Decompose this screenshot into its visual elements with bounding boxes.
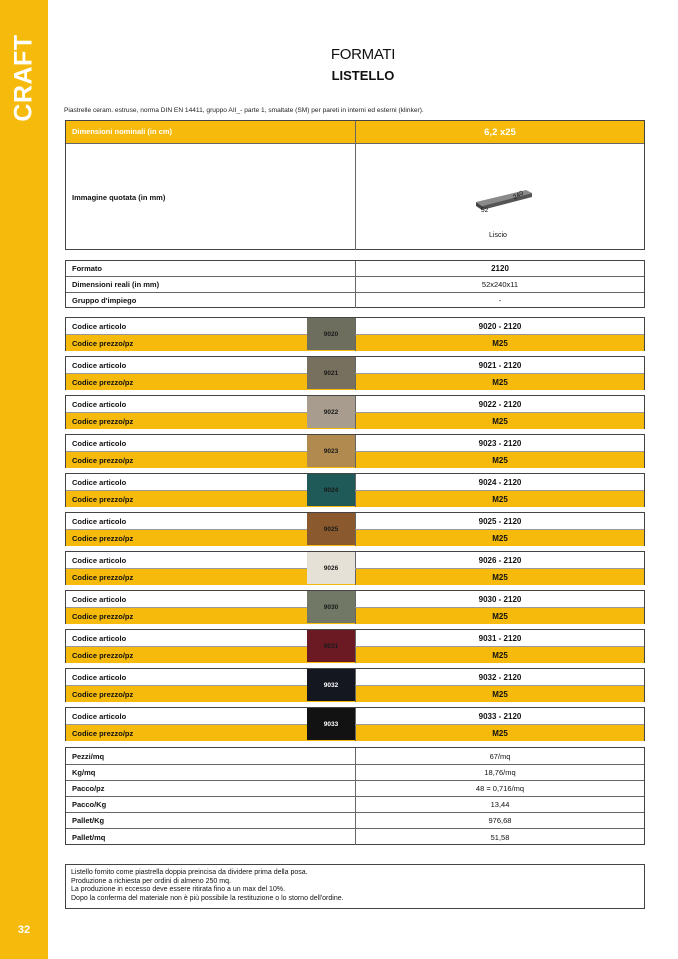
article-code-label: Codice articolo	[66, 513, 356, 529]
article-price-value: M25	[492, 494, 508, 504]
article-block	[65, 512, 645, 546]
pack-row	[66, 748, 644, 764]
article-price-label: Codice prezzo/pz	[66, 530, 356, 546]
article-price-label: Codice prezzo/pz	[66, 686, 356, 702]
article-price-value: M25	[492, 338, 508, 348]
article-price-value: M25	[492, 728, 508, 738]
tile-width-dimension: 52	[481, 207, 489, 214]
article-code-row	[66, 591, 644, 607]
article-price-row	[66, 685, 644, 702]
article-block	[65, 473, 645, 507]
dimension-value: 6,2 x25	[484, 126, 516, 138]
pack-label: Kg/mq	[66, 765, 356, 780]
article-code-row	[66, 474, 644, 490]
article-price-label: Codice prezzo/pz	[66, 725, 356, 741]
format-value: 2120	[491, 264, 509, 273]
article-code-label: Codice articolo	[66, 318, 356, 334]
article-code-label: Codice articolo	[66, 669, 356, 685]
page-number: 32	[17, 924, 31, 936]
color-swatch: 9031	[307, 630, 355, 662]
article-code-row	[66, 357, 644, 373]
article-block	[65, 356, 645, 390]
note-line: Produzione a richiesta per ordini di almeno 250 mq.	[71, 877, 231, 885]
article-price-row	[66, 490, 644, 507]
pack-row	[66, 780, 644, 796]
color-swatch: 9020	[307, 318, 355, 350]
article-block	[65, 629, 645, 663]
real-dimensions-row	[66, 276, 644, 292]
size-table	[65, 120, 645, 250]
use-group-row	[66, 292, 644, 308]
article-price-value: M25	[492, 689, 508, 699]
pack-value: 67/mq	[489, 751, 511, 761]
article-price-label: Codice prezzo/pz	[66, 647, 356, 663]
article-price-label: Codice prezzo/pz	[66, 491, 356, 507]
article-price-row	[66, 646, 644, 663]
article-price-row	[66, 412, 644, 429]
article-price-row	[66, 373, 644, 390]
article-price-label: Codice prezzo/pz	[66, 569, 356, 585]
article-price-row	[66, 607, 644, 624]
article-price-label: Codice prezzo/pz	[66, 413, 356, 429]
article-block	[65, 668, 645, 702]
format-label: Formato	[66, 261, 356, 276]
color-swatch: 9026	[307, 552, 355, 584]
article-block	[65, 707, 645, 741]
brand-sidebar	[0, 0, 48, 959]
article-code-value: 9025 - 2120	[478, 516, 522, 526]
article-block	[65, 551, 645, 585]
pack-row	[66, 764, 644, 780]
format-table	[65, 260, 645, 308]
note-line: Dopo la conferma del materiale non è più possibile la restituzione o lo storno dell'ordine.	[71, 894, 344, 902]
article-price-value: M25	[492, 611, 508, 621]
image-row	[66, 143, 644, 250]
article-code-value: 9021 - 2120	[478, 360, 522, 370]
tile-illustration-icon	[468, 172, 558, 232]
article-code-value: 9022 - 2120	[478, 399, 522, 409]
color-swatch: 9025	[307, 513, 355, 545]
article-price-row	[66, 334, 644, 351]
real-dimensions-label: Dimensioni reali (in mm)	[66, 277, 356, 292]
article-code-label: Codice articolo	[66, 474, 356, 490]
article-code-label: Codice articolo	[66, 435, 356, 451]
color-swatch: 9030	[307, 591, 355, 623]
pack-value: 976,68	[488, 816, 512, 825]
tile-drawing	[356, 144, 644, 250]
product-description: Piastrelle ceram. estruse, norma DIN EN 14411, gruppo AII_- parte 1, smaltate (SM) per pareti in interni ed esterni (klinker).	[64, 107, 424, 114]
article-block	[65, 590, 645, 624]
article-code-row	[66, 708, 644, 724]
article-code-value: 9020 - 2120	[478, 321, 522, 331]
article-code-value: 9031 - 2120	[478, 633, 522, 643]
size-header-row	[66, 121, 644, 143]
article-code-value: 9024 - 2120	[478, 477, 522, 487]
tile-finish-caption: Liscio	[489, 232, 507, 239]
article-price-value: M25	[492, 533, 508, 543]
article-code-label: Codice articolo	[66, 591, 356, 607]
pack-value: 51,58	[490, 832, 510, 842]
color-swatch: 9032	[307, 669, 355, 701]
color-swatch: 9033	[307, 708, 355, 740]
article-code-row	[66, 435, 644, 451]
article-code-row	[66, 630, 644, 646]
article-price-row	[66, 451, 644, 468]
article-price-label: Codice prezzo/pz	[66, 374, 356, 390]
article-code-row	[66, 669, 644, 685]
article-code-value: 9026 - 2120	[478, 555, 522, 565]
color-swatch: 9022	[307, 396, 355, 428]
article-code-row	[66, 513, 644, 529]
article-code-label: Codice articolo	[66, 630, 356, 646]
article-code-label: Codice articolo	[66, 396, 356, 412]
image-label: Immagine quotata (in mm)	[66, 144, 356, 250]
article-code-value: 9023 - 2120	[478, 438, 522, 448]
article-code-row	[66, 552, 644, 568]
pack-label: Pacco/pz	[66, 781, 356, 796]
article-price-label: Codice prezzo/pz	[66, 608, 356, 624]
article-code-label: Codice articolo	[66, 552, 356, 568]
color-swatch: 9023	[307, 435, 355, 467]
article-price-label: Codice prezzo/pz	[66, 335, 356, 351]
notes-box	[65, 864, 645, 909]
page-title: FORMATI	[330, 46, 396, 63]
article-code-value: 9032 - 2120	[478, 672, 522, 682]
article-price-row	[66, 568, 644, 585]
pack-row	[66, 828, 644, 845]
note-line: Listello fornito come piastrella doppia preincisa da dividere prima della posa.	[71, 869, 308, 876]
color-swatch: 9021	[307, 357, 355, 389]
use-group-value: -	[498, 296, 502, 305]
real-dimensions-value: 52x240x11	[481, 280, 519, 289]
article-price-row	[66, 724, 644, 741]
article-code-value: 9033 - 2120	[478, 711, 522, 721]
article-price-value: M25	[492, 650, 508, 660]
dimension-label: Dimensioni nominali (in cm)	[66, 121, 356, 143]
article-code-label: Codice articolo	[66, 357, 356, 373]
pack-label: Pacco/Kg	[66, 797, 356, 812]
article-code-label: Codice articolo	[66, 708, 356, 724]
article-code-value: 9030 - 2120	[478, 594, 522, 604]
article-block	[65, 317, 645, 351]
pack-label: Pezzi/mq	[66, 748, 356, 764]
pack-row	[66, 812, 644, 828]
tile-length-dimension: 240	[511, 189, 525, 202]
article-block	[65, 434, 645, 468]
format-row	[66, 261, 644, 276]
pack-label: Pallet/Kg	[66, 813, 356, 828]
article-price-value: M25	[492, 377, 508, 387]
article-block	[65, 395, 645, 429]
article-code-row	[66, 318, 644, 334]
color-swatch: 9024	[307, 474, 355, 506]
brand-label: CRAFT	[9, 34, 38, 122]
article-price-value: M25	[492, 455, 508, 465]
use-group-label: Gruppo d'impiego	[66, 293, 356, 308]
article-code-row	[66, 396, 644, 412]
pack-value: 13,44	[490, 800, 510, 809]
packaging-table	[65, 747, 645, 845]
pack-value: 18,76/mq	[484, 768, 516, 777]
article-price-label: Codice prezzo/pz	[66, 452, 356, 468]
pack-label: Pallet/mq	[66, 829, 356, 845]
article-price-value: M25	[492, 572, 508, 582]
page-subtitle: LISTELLO	[331, 68, 395, 83]
article-price-row	[66, 529, 644, 546]
pack-value: 48 = 0,716/mq	[475, 784, 525, 793]
pack-row	[66, 796, 644, 812]
note-line: La produzione in eccesso deve essere ritirata fino a un max del 10%.	[71, 886, 286, 894]
article-price-value: M25	[492, 416, 508, 426]
